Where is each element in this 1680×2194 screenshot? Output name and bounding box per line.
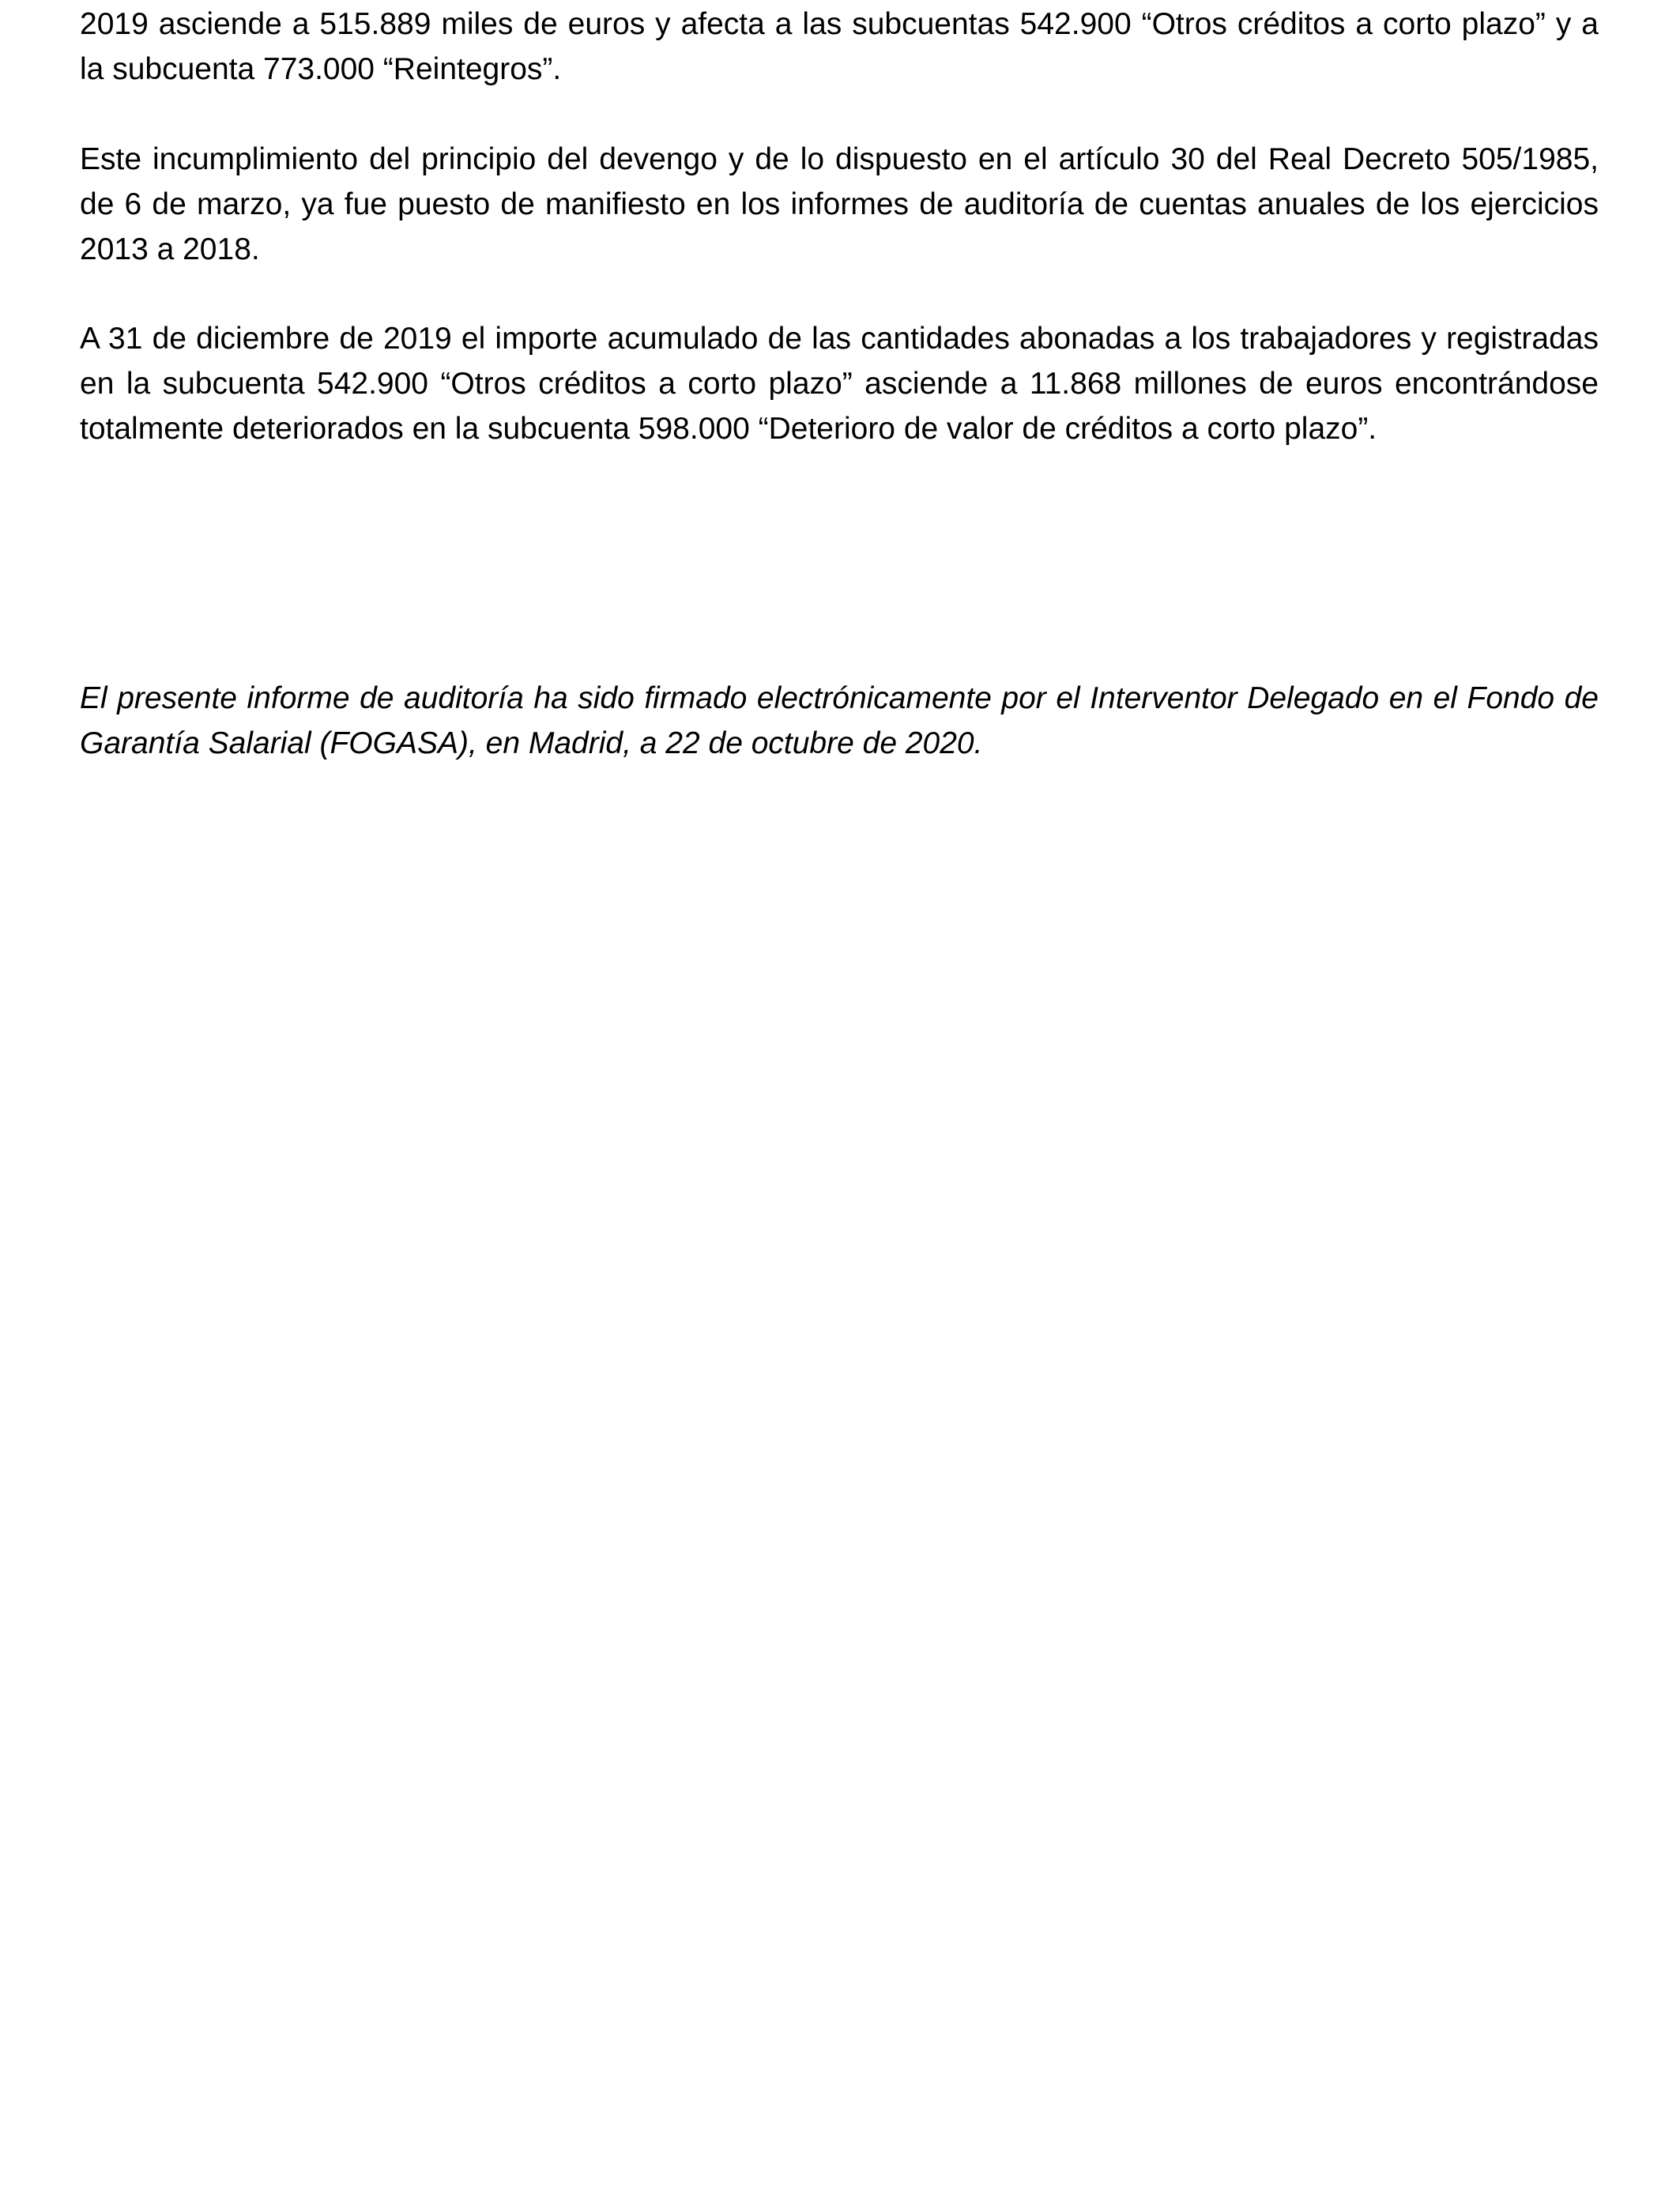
signature-statement: El presente informe de auditoría ha sido firmado electrónicamente por el Interventor Delegado en el Fondo de Garantía Salarial (FOGASA), en Madrid, a 22 de octubre de 2020. [80,681,1599,760]
paragraph-importe-acumulado: A 31 de diciembre de 2019 el importe acumulado de las cantidades abonadas a los trabajadores y registradas en la subcuenta 542.900 “Otros créditos a corto plazo” asciende a 11.868 millones de euros encontrándose totalmente deteriorados en la subcuenta 598.000 “Deterioro de valor de créditos a corto plazo”. [80,322,1599,446]
paragraph-devengo-incumplimiento: Este incumplimiento del principio del devengo y de lo dispuesto en el artículo 30 del Real Decreto 505/1985, de 6 de marzo, ya fue puesto de manifiesto en los informes de auditoría de cuentas anuales de los ejercicios 2013 a 2018. [80,142,1599,266]
paragraph-reintegros-amount: 2019 asciende a 515.889 miles de euros y afecta a las subcuentas 542.900 “Otros créditos a corto plazo” y a la subcuenta 773.000 “Reintegros”. [80,7,1599,86]
